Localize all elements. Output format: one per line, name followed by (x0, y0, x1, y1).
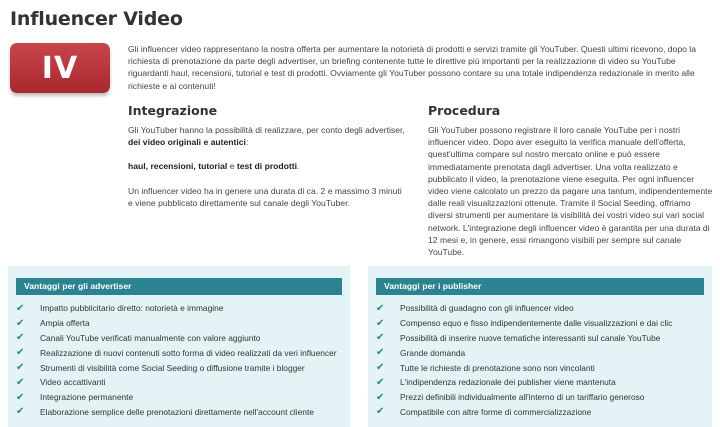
list-item: ✔ Possibilità di guadagno con gli influencer video (376, 302, 574, 314)
check-icon: ✔ (16, 391, 25, 403)
intro-text: Gli influencer video rappresentano la nostra offerta per aumentare la notorietà di prodotti e servizi tramite gli YouTuber. Questi ultimi ricevono, dopo la richiesta di prenotazione da parte degli advertiser, un briefing contenente tutte le direttive più importanti per la realizzazione di video su YouTube riguardanti haul, recensioni, tutorial e test di prodotti. Ovviamente gli YouTuber possono contare su una totale indipendenza redazionale in merito alle richieste e ai contenuti! (128, 44, 696, 91)
check-icon: ✔ (16, 347, 25, 359)
check-icon: ✔ (16, 406, 25, 418)
iv-logo: IV (10, 43, 110, 93)
publisher-benefits-list (376, 301, 672, 419)
list-item: ✔ Integrazione permanente (16, 391, 134, 403)
page-title: Influencer Video (10, 8, 183, 30)
publisher-benefits-header: Vantaggi per i publisher (376, 278, 704, 295)
list-item: ✔ Compenso equo e fisso indipendentemente dalle visualizzazioni e dai clic (376, 317, 673, 329)
advertiser-benefits-box (8, 266, 350, 427)
list-item: ✔ Prezzi definibili individualmente all'interno di un tariffario generoso (376, 391, 645, 403)
check-icon: ✔ (376, 347, 385, 359)
check-icon: ✔ (376, 376, 385, 388)
check-icon: ✔ (16, 376, 25, 388)
check-icon: ✔ (16, 362, 25, 374)
integrazione-section (128, 103, 408, 209)
integrazione-paragraph-1: Gli YouTuber hanno la possibilità di realizzare, per conto degli advertiser, dei video originali e autentici: (128, 125, 405, 148)
check-icon: ✔ (376, 362, 385, 374)
list-item: ✔ Strumenti di visibilità come Social Seeding o diffusione tramite i blogger (16, 362, 305, 374)
check-icon: ✔ (16, 317, 25, 329)
list-item: ✔ Elaborazione semplice delle prenotazioni direttamente nell'account cliente (16, 406, 314, 418)
list-item: ✔ Canali YouTube verificati manualmente con valore aggiunto (16, 332, 261, 344)
integrazione-paragraph-2: haul, recensioni, tutorial e test di prodotti. (128, 161, 300, 172)
integrazione-paragraph-3: Un influencer video ha in genere una durata di ca. 2 e massimo 3 minuti e viene pubblicato direttamente sul canale degli YouTuber. (128, 185, 402, 208)
advertiser-benefits-list (16, 301, 337, 419)
list-item: ✔ Possibilità di inserire nuove tematiche interessanti sul canale YouTube (376, 332, 661, 344)
list-item: ✔ L'indipendenza redazionale dei publisher viene mantenuta (376, 376, 616, 388)
list-item: ✔ Video accattivanti (16, 376, 106, 388)
check-icon: ✔ (16, 332, 25, 344)
check-icon: ✔ (376, 317, 385, 329)
check-icon: ✔ (376, 406, 385, 418)
procedura-paragraph: Gli YouTuber possono registrare il loro canale YouTube per i nostri influencer video. Dopo aver eseguito la verifica manuale dell'offerta, quest'ultima compare sul nostro mercato online e può essere immediatamente prenotata dagli advertiser. Una volta realizzato e pubblicato il video, la prenotazione viene eseguita. Per ogni influencer video viene calcolato un prezzo da pagare una tantum, indipendentemente dalle reali visualizzazioni ottenute. Tramite il Social Seeding, offriamo diversi strumenti per aumentare la visibilità dei vostri video sui vari social network. L'integrazione degli influencer video è garantita per una durata di 12 mesi e, in genere, essi rimangono visibili per sempre sul canale YouTube. (428, 125, 713, 258)
check-icon: ✔ (376, 391, 385, 403)
advertiser-benefits-header: Vantaggi per gli advertiser (16, 278, 342, 295)
check-icon: ✔ (376, 332, 385, 344)
list-item: ✔ Realizzazione di nuovi contenuti sotto forma di video realizzati da veri influencer (16, 347, 337, 359)
check-icon: ✔ (16, 302, 25, 314)
list-item: ✔ Impatto pubblicitario diretto: notorietà e immagine (16, 302, 224, 314)
list-item: ✔ Ampia offerta (16, 317, 90, 329)
publisher-benefits-box (368, 266, 712, 427)
check-icon: ✔ (376, 302, 385, 314)
procedura-section (428, 103, 714, 258)
procedura-heading: Procedura (428, 103, 501, 118)
list-item: ✔ Compatibile con altre forme di commercializzazione (376, 406, 592, 418)
list-item: ✔ Tutte le richieste di prenotazione sono non vincolanti (376, 362, 595, 374)
integrazione-heading: Integrazione (128, 103, 218, 118)
list-item: ✔ Grande domanda (376, 347, 466, 359)
